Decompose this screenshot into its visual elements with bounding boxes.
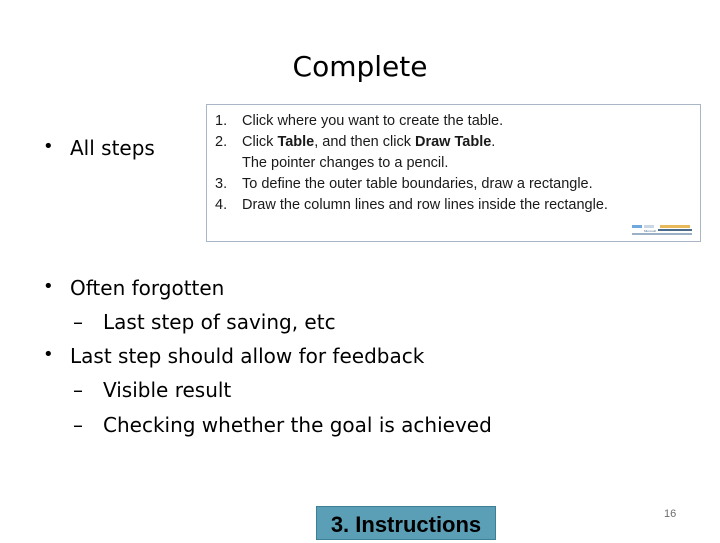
slide-title xyxy=(0,50,720,83)
step-bold-table: Table xyxy=(277,134,315,150)
step-text: To define the outer table boundaries, draw a rectangle. xyxy=(242,176,593,192)
step-text-post: . xyxy=(491,134,496,150)
instructions-callout xyxy=(206,104,701,242)
step-number: 4. xyxy=(215,197,228,213)
bullet-often-forgotten xyxy=(43,276,225,300)
step-item xyxy=(215,195,608,216)
sub-bullet-text: Last step of saving, etc xyxy=(103,310,336,334)
bullet-dot: • xyxy=(43,136,54,157)
bullet-dot: • xyxy=(43,276,54,297)
sub-bullet-text: Visible result xyxy=(103,378,232,402)
step-item xyxy=(215,132,608,174)
dash-marker: – xyxy=(73,378,83,402)
sub-bullet xyxy=(73,310,336,334)
section-label: 3. Instructions xyxy=(316,506,496,540)
step-continuation: The pointer changes to a pencil. xyxy=(242,155,449,171)
step-number: 2. xyxy=(215,134,228,150)
bullet-dot: • xyxy=(43,344,54,365)
step-number: 1. xyxy=(215,113,228,129)
page-number: 16 xyxy=(664,508,677,520)
dash-marker: – xyxy=(73,310,83,334)
step-text: Click where you want to create the table. xyxy=(242,113,504,129)
bullet-text: Last step should allow for feedback xyxy=(70,344,425,368)
step-item xyxy=(215,174,608,195)
microsoft-logo xyxy=(630,223,694,237)
bullet-text: All steps xyxy=(70,136,155,160)
sub-bullet xyxy=(73,413,492,437)
sub-bullet xyxy=(73,378,232,402)
bullet-all-steps xyxy=(43,136,155,160)
steps-list xyxy=(215,111,608,216)
step-text: Draw the column lines and row lines inside the rectangle. xyxy=(242,197,608,213)
step-number: 3. xyxy=(215,176,228,192)
sub-bullet-text: Checking whether the goal is achieved xyxy=(103,413,492,437)
step-text-pre: Click xyxy=(242,134,278,150)
dash-marker: – xyxy=(73,413,83,437)
slide-title-text: Complete xyxy=(292,50,428,83)
step-item xyxy=(215,111,608,132)
bullet-feedback xyxy=(43,344,425,368)
microsoft-logo-text: Microsoft xyxy=(644,229,657,233)
step-text-mid: , and then click xyxy=(314,134,415,150)
step-bold-draw-table: Draw Table xyxy=(415,134,492,150)
bullet-text: Often forgotten xyxy=(70,276,225,300)
